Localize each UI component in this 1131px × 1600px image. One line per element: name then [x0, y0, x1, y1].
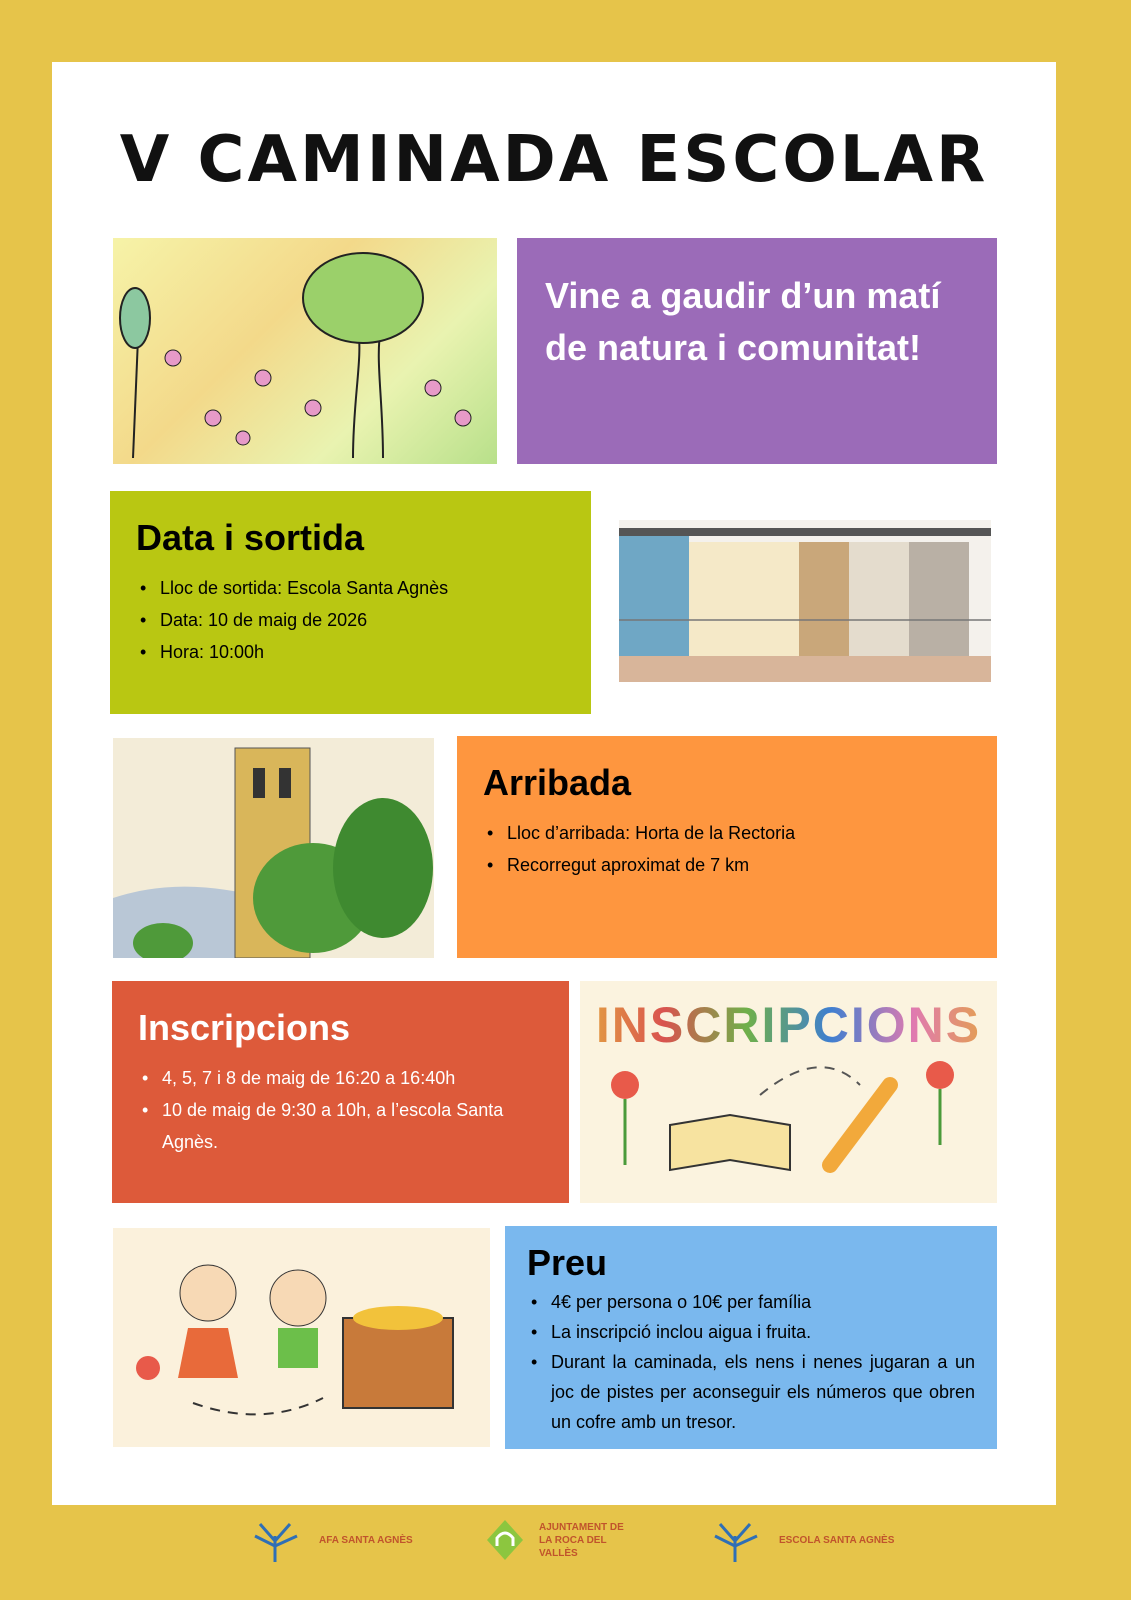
escola-label: ESCOLA SANTA AGNÈS: [779, 1534, 895, 1546]
list-item: • 4€ per persona o 10€ per família: [527, 1287, 975, 1317]
list-item: • Data: 10 de maig de 2026: [136, 604, 565, 636]
footer-afa: [245, 1516, 413, 1564]
ajuntament-logo-icon: [485, 1516, 525, 1564]
price-box: [505, 1226, 997, 1449]
flowers-tree-drawing: [113, 238, 497, 464]
arrival-heading: Arribada: [483, 762, 632, 803]
school-illustration: [619, 520, 991, 682]
arrival-box: [457, 736, 997, 958]
list-item: • Lloc de sortida: Escola Santa Agnès: [136, 572, 565, 604]
list-item: • Hora: 10:00h: [136, 636, 565, 668]
kids-treasure-illustration: [113, 1228, 490, 1447]
registration-illustration: [580, 981, 997, 1203]
list-item: • Lloc d’arribada: Horta de la Rectoria: [483, 817, 971, 849]
escola-tree-logo-icon: [705, 1516, 765, 1564]
registration-heading: Inscripcions: [138, 1007, 351, 1048]
list-item: • La inscripció inclou aigua i fruita.: [527, 1317, 975, 1347]
church-tower-drawing: [113, 738, 434, 958]
tagline-box: Vine a gaudir d’un matí de natura i comunitat!: [517, 238, 997, 464]
afa-label: AFA SANTA AGNÈS: [319, 1534, 413, 1546]
list-item: • 4, 5, 7 i 8 de maig de 16:20 a 16:40h: [138, 1062, 543, 1094]
footer-escola: [705, 1516, 894, 1564]
departure-box: [110, 491, 591, 714]
list-item: • Durant la caminada, els nens i nenes jugaran a un joc de pistes per aconseguir els números que obren un cofre amb un tresor.: [527, 1347, 975, 1437]
list-item: • Recorregut aproximat de 7 km: [483, 849, 971, 881]
registration-illustration-text: INSCRIPCIONS: [580, 995, 997, 1055]
flowers-illustration: [113, 238, 497, 464]
footer-ajuntament: [485, 1516, 639, 1564]
kids-treasure-drawing: [113, 1228, 490, 1447]
church-illustration: [113, 738, 434, 958]
ajuntament-label: AJUNTAMENT DE LA ROCA DEL VALLÈS: [539, 1521, 624, 1559]
list-item: • 10 de maig de 9:30 a 10h, a l’escola Santa Agnès.: [138, 1094, 543, 1158]
registration-box: [112, 981, 569, 1203]
school-building-drawing: [619, 520, 991, 682]
poster-title: V CAMINADA ESCOLAR: [119, 123, 989, 197]
book-pencil-flowers: [580, 1055, 997, 1195]
afa-tree-logo-icon: [245, 1516, 305, 1564]
departure-heading: Data i sortida: [136, 517, 365, 558]
price-heading: Preu: [527, 1242, 608, 1283]
